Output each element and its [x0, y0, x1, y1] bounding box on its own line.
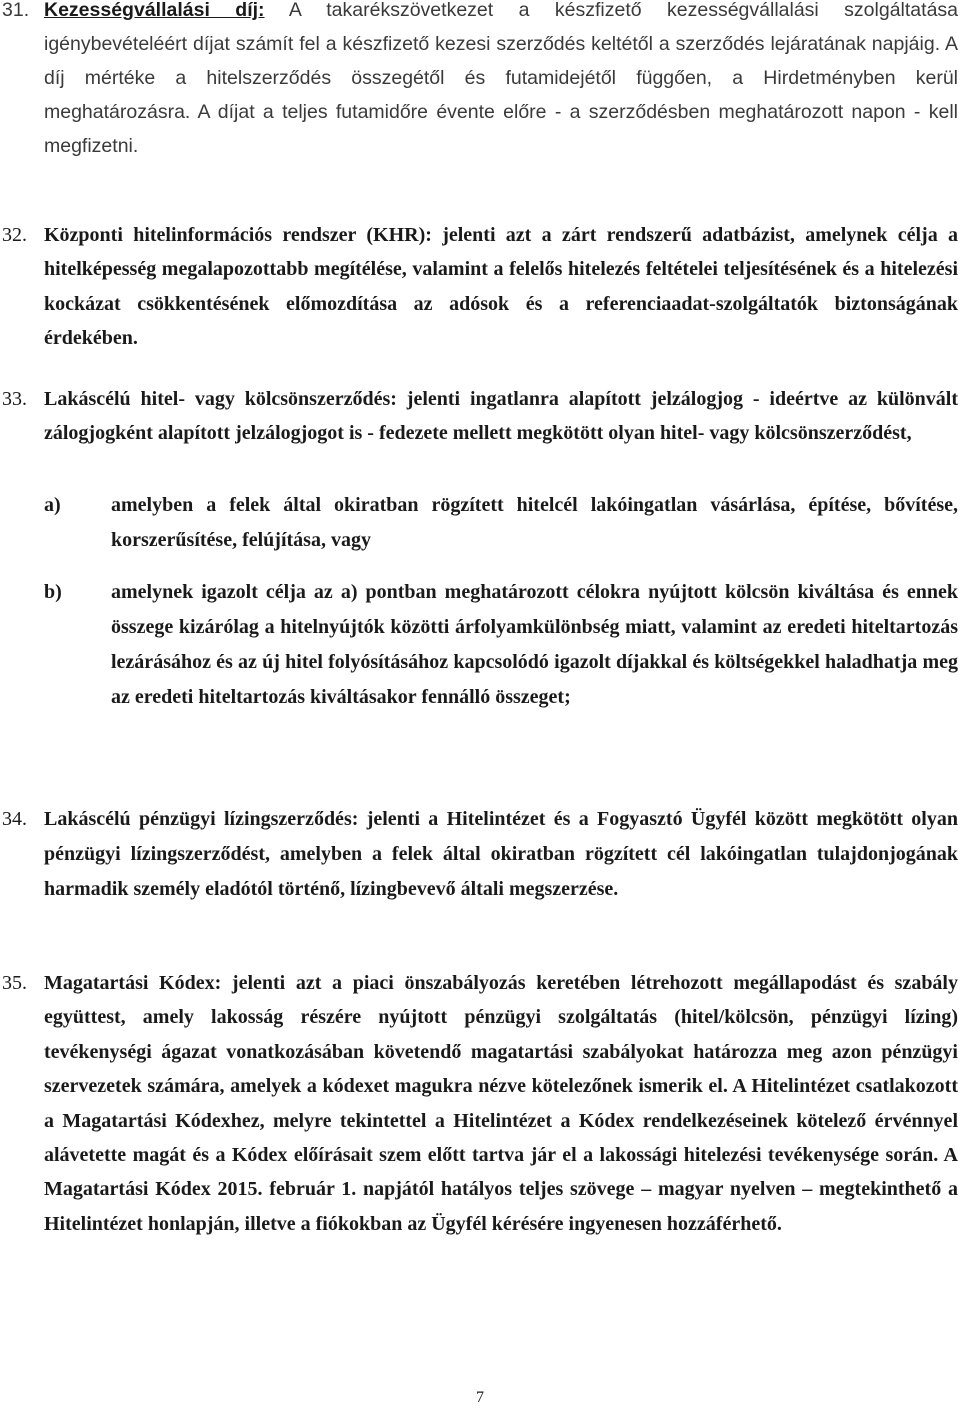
- subitem-text: amelyben a felek által okiratban rögzített hitelcél lakóingatlan vásárlása, építése, bővítése, korszerűsítése, felújítása, vagy: [111, 494, 958, 551]
- item-text: Központi hitelinformációs rendszer (KHR): jelenti azt a zárt rendszerű adatbázist, amelynek célja a hitelképesség megalapozottabb megítélése, valamint a felelős hitelezés feltételei teljesítésének és a hitelezési kockázat csökkentésének előmozdítása az adósok és a referenciaadat-szolgáltatók biztonságának érdekében.: [44, 224, 958, 350]
- page-number: 7: [476, 1389, 484, 1406]
- item-text: Magatartási Kódex: jelenti azt a piaci önszabályozás keretében létrehozott megállapodást és szabály együttest, amely lakosság részére nyújtott pénzügyi szolgáltatás (hitel/kölcsön, pénzügyi lízing) tevékenységi ágazat vonatkozásában követendő magatartási szabályokat határozza meg azon pénzügyi szervezetek számára, amelyek a kódexet magukra nézve kötelezőnek ismerik el. A Hitelintézet csatlakozott a Magatartási Kódexhez, melyre tekintettel a Hitelintézet a Kódex rendelkezéseinek kötelező érvénnyel alávetette magát és a Kódex előírásait szem előtt tartva jár el a lakossági hitelezési tevékenysége során. A Magatartási Kódex 2015. február 1. napjától hatályos teljes szövege – magyar nyelven – megtekinthető a Hitelintézet honlapján, illetve a fiókokban az Ügyfél kérésére ingyenesen hozzáférhető.: [44, 972, 958, 1235]
- item-number: 33.: [2, 388, 27, 410]
- subitem-label: b): [44, 581, 62, 603]
- item-text: Lakáscélú hitel- vagy kölcsönszerződés: jelenti ingatlanra alapított jelzálogjog - ideértve az különvált zálogjogként alapított jelzálogjogot is - fedezete mellett megkötött olyan hitel- vagy kölcsönszerződést,: [44, 388, 958, 445]
- item-body: [44, 0, 958, 163]
- defined-term: Kezességvállalási díj:: [44, 0, 265, 21]
- item-text: A takarékszövetkezet a készfizető kezességvállalási szolgáltatása igénybevételéért díjat számít fel a készfizető kezesi szerződés keltétől a szerződés lejáratának napjáig. A díj mértéke a hitelszerződés összegétől és futamidejétől függően, a Hirdetményben kerül meghatározásra. A díjat a teljes futamidőre évente előre - a szerződésben meghatározott napon - kell megfizetni.: [44, 0, 959, 157]
- item-number: 32.: [2, 224, 27, 246]
- subitem-text: amelynek igazolt célja az a) pontban meghatározott célokra nyújtott kölcsön kiváltása és ennek összege kizárólag a hitelnyújtók közötti árfolyamkülönbség miatt, valamint az eredeti hiteltartozás lezárásához és az új hitel folyósításához kapcsolódó igazolt díjakkal és költségekkel haladhatja meg az eredeti hiteltartozás kiváltásakor fennálló összeget;: [111, 581, 958, 708]
- item-number: 34.: [2, 808, 27, 830]
- subitem-label: a): [44, 494, 61, 516]
- item-text: Lakáscélú pénzügyi lízingszerződés: jelenti a Hitelintézet és a Fogyasztó Ügyfél között megkötött olyan pénzügyi lízingszerződést, amelyben a felek által okiratban rögzített cél lakóingatlan tulajdonjogának harmadik személy eladótól történő, lízingbevevő általi megszerzése.: [44, 808, 958, 900]
- item-number: 35.: [2, 972, 27, 994]
- item-number: 31.: [2, 0, 30, 21]
